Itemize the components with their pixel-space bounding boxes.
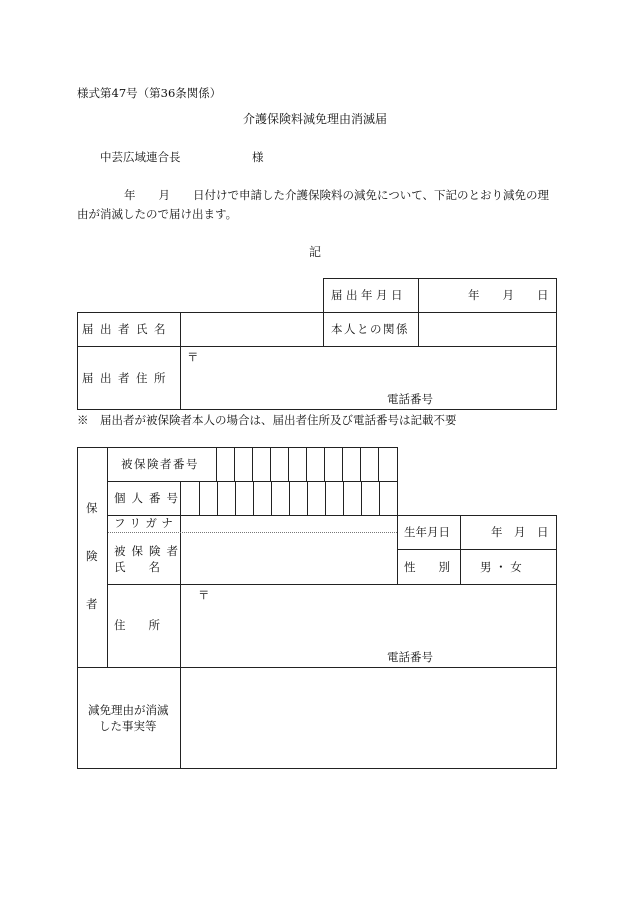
reason-label-2: した事実等 — [99, 719, 157, 733]
form-number: 様式第47号（第36条関係） — [77, 86, 222, 100]
notify-date-label: 届出年月日 — [331, 288, 406, 302]
insured-postal-mark: 〒 — [198, 588, 210, 602]
birthdate-field[interactable]: 年 月 日 — [491, 525, 549, 539]
notifier-phone-label: 電話番号 — [387, 392, 433, 406]
notifier-name-label: 届出者氏名 — [82, 322, 172, 336]
reason-field[interactable] — [184, 672, 552, 764]
reason-label-1: 減免理由が消滅 — [88, 703, 169, 717]
furigana-field[interactable] — [182, 516, 396, 530]
notifier-address-field[interactable] — [184, 364, 552, 388]
sex-field[interactable]: 男 ・ 女 — [480, 560, 522, 574]
form-title: 介護保険料減免理由消滅届 — [242, 112, 387, 126]
insured-number-label: 被保険者番号 — [121, 457, 199, 471]
insured-name-field[interactable] — [182, 540, 396, 580]
personal-number-label: 個人番号 — [114, 491, 184, 505]
ki-mark: 記 — [308, 245, 321, 259]
notifier-address-label: 届出者住所 — [82, 371, 172, 385]
side-label-sha: 者 — [86, 597, 98, 611]
sex-label: 性 別 — [404, 560, 450, 574]
notifier-postal-mark: 〒 — [187, 350, 199, 364]
insured-name-label-1: 被保険者 — [114, 544, 184, 558]
notify-date-field[interactable]: 年 月 日 — [468, 288, 549, 302]
addressee-org: 中芸広域連合長 — [100, 150, 181, 164]
addressee-honorific: 様 — [252, 150, 264, 164]
side-label-ken: 険 — [86, 549, 98, 563]
statement-paragraph: 年 月 日付けで申請した介護保険料の減免について、下記のとおり減免の理由が消滅したので届け出ます。 — [77, 188, 550, 221]
notifier-note: ※ 届出者が被保険者本人の場合は、届出者住所及び電話番号は記載不要 — [77, 413, 457, 427]
insured-phone-label: 電話番号 — [387, 650, 433, 664]
side-label-ho: 保 — [86, 501, 98, 515]
relation-field[interactable] — [420, 314, 554, 344]
birthdate-label: 生年月日 — [404, 525, 450, 539]
insured-name-label-2: 氏 名 — [114, 560, 160, 574]
relation-label: 本人との関係 — [331, 322, 409, 336]
insured-address-label: 住 所 — [114, 618, 160, 632]
personal-number-field[interactable] — [182, 483, 396, 513]
insured-number-field[interactable] — [218, 449, 396, 479]
notifier-name-field[interactable] — [182, 314, 322, 344]
furigana-label: フリガナ — [114, 516, 178, 530]
insured-address-field[interactable] — [184, 604, 552, 644]
